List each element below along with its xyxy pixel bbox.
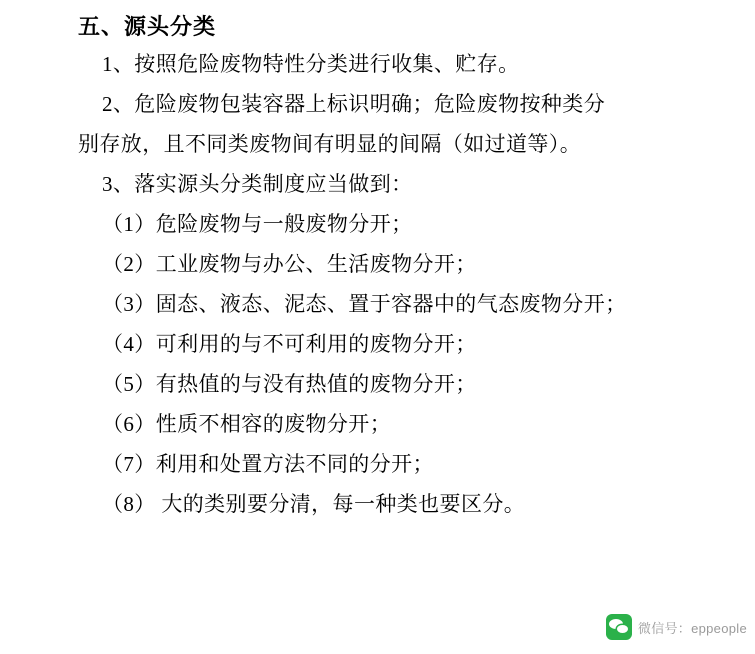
paragraph-item-2-line1: 2、危险废物包装容器上标识明确；危险废物按种类分 — [102, 92, 606, 117]
wechat-icon — [606, 614, 632, 640]
paragraph-item-3-1: （1）危险废物与一般废物分开； — [102, 212, 413, 237]
watermark-label: 微信号：eppeople — [637, 620, 747, 636]
paragraph-item-3-7: （7）利用和处置方法不同的分开； — [102, 452, 434, 477]
paragraph-item-2-line2: 别存放，且不同类废物间有明显的间隔（如过道等）。 — [78, 132, 582, 157]
paragraph-item-3: 3、落实源头分类制度应当做到： — [102, 172, 413, 197]
page-title: 五、源头分类 — [78, 14, 217, 39]
paragraph-item-3-4: （4）可利用的与不可利用的废物分开； — [102, 332, 477, 357]
paragraph-item-3-2: （2）工业废物与办公、生活废物分开； — [102, 252, 477, 277]
watermark — [606, 614, 747, 640]
paragraph-item-3-3: （3）固态、液态、泥态、置于容器中的气态废物分开； — [102, 292, 627, 317]
paragraph-item-3-5: （5）有热值的与没有热值的废物分开； — [102, 372, 477, 397]
paragraph-item-1: 1、按照危险废物特性分类进行收集、贮存。 — [102, 52, 520, 76]
paragraph-item-3-6: （6）性质不相容的废物分开； — [102, 412, 392, 437]
paragraph-item-3-8: （8） 大的类别要分清，每一种类也要区分。 — [102, 492, 526, 517]
